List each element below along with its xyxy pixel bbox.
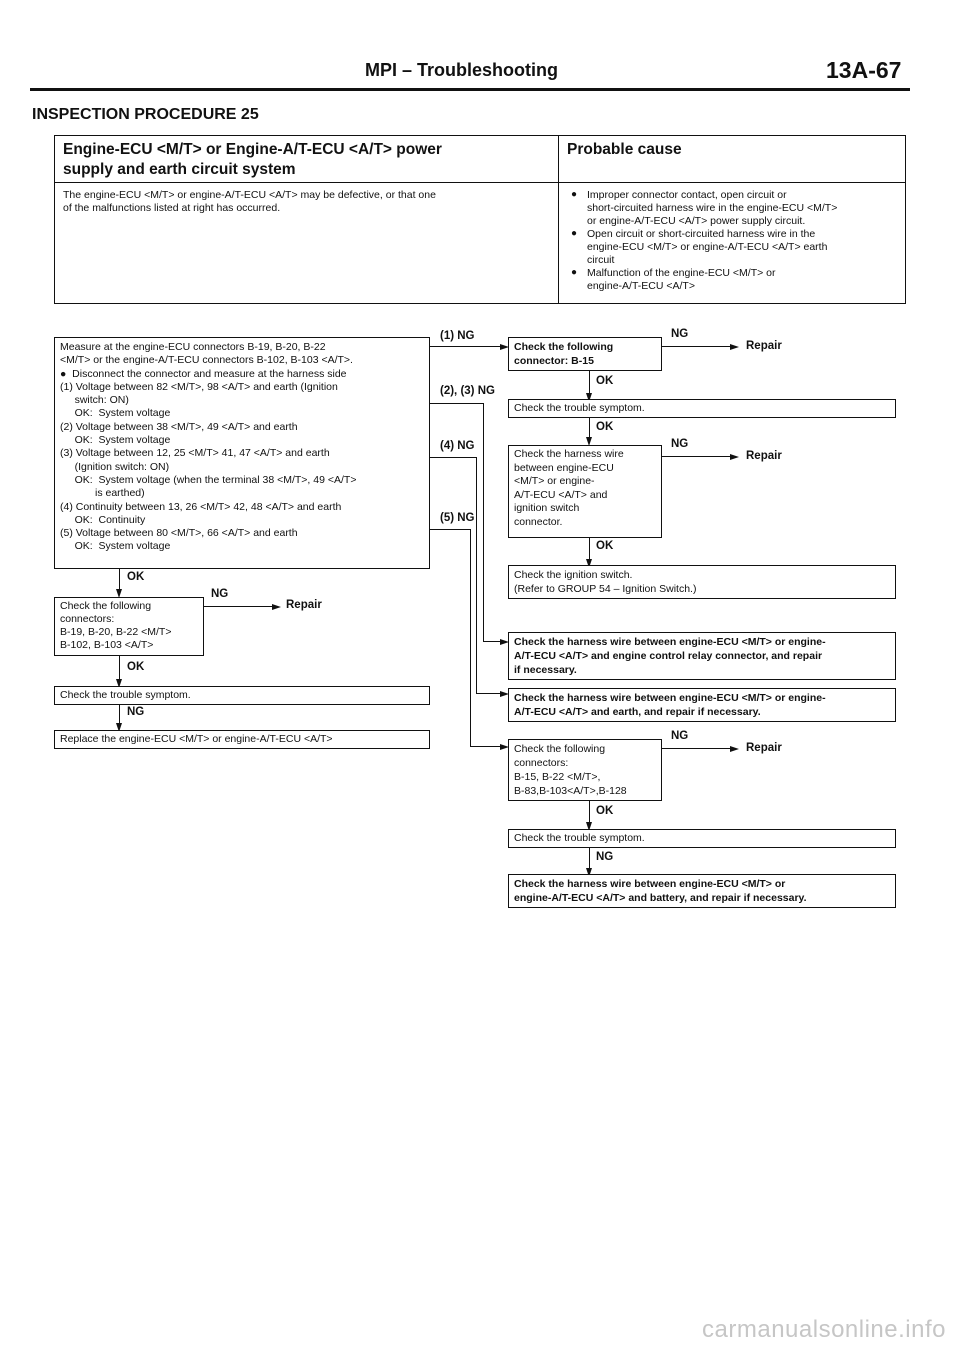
repair-label: Repair xyxy=(746,450,782,462)
branch-line xyxy=(470,746,504,747)
r4-harness-box: Check the harness wire between engine-ECU <M/T> or engine- A/T-ECU <A/T> and ignition switch connector. xyxy=(508,445,662,538)
connector-line xyxy=(119,569,120,591)
repair-label: Repair xyxy=(746,340,782,352)
summary-table xyxy=(54,135,906,304)
watermark: carmanualsonline.info xyxy=(702,1316,946,1343)
arrow-right-icon xyxy=(730,746,739,752)
branch-line xyxy=(430,403,484,404)
ng-label: NG xyxy=(671,328,689,340)
summary-title-line1: Engine-ECU <M/T> or Engine-A/T-ECU <A/T> power xyxy=(63,141,442,158)
repair-label: Repair xyxy=(746,742,782,754)
ok-label: OK xyxy=(596,540,614,552)
ng1-label: (1) NG xyxy=(440,330,475,342)
bullet-icon: ● xyxy=(571,189,578,200)
connector-line xyxy=(662,456,736,457)
bullet-icon: ● xyxy=(571,267,578,278)
branch-line xyxy=(476,457,477,694)
summary-title-line2: supply and earth circuit system xyxy=(63,161,296,178)
summary-description: The engine-ECU <M/T> or engine-A/T-ECU <A/T> may be defective, or that one of the malfunctions listed at right has occurred. xyxy=(63,189,436,214)
branch-line xyxy=(430,346,504,347)
connector-line xyxy=(662,346,736,347)
repair-label: Repair xyxy=(286,599,322,611)
ng-label: NG xyxy=(211,588,229,600)
page-section-title: MPI – Troubleshooting xyxy=(365,60,558,80)
ok-label: OK xyxy=(596,805,614,817)
ok-label: OK xyxy=(596,375,614,387)
branch-line xyxy=(470,529,471,747)
r1-trouble-box: Check the trouble symptom. xyxy=(508,399,896,418)
ng-label: NG xyxy=(127,706,145,718)
measure-box: Measure at the engine-ECU connectors B-19, B-20, B-22 <M/T> or the engine-A/T-ECU connectors B-102, B-103 <A/T>. ● Disconnect the connector and measure at the harness side (1) Voltage between 82 <M/T>, 98 <A/T> and earth (Ignition switch: ON) OK: System voltage (2) Voltage between 38 <M/T>, 49 <A/T> and earth OK: System voltage (3) Voltage between 12, 25 <M/T> 41, 47 <A/T> and earth (Ignition switch: ON) OK: System voltage (when the terminal 38 <M/T>, 49 <A/T> is earthed) (4) Continuity between 13, 26 <M/T> 42, 48 <A/T> and earth OK: Continuity (5) Voltage between 80 <M/T>, 66 <A/T> and earth OK: System voltage xyxy=(54,337,430,569)
cause-item: ● Open circuit or short-circuited harness wire in the engine-ECU <M/T> or engine-A/T-ECU <A/T> earth circuit xyxy=(571,228,828,266)
r5-check-connectors-box: Check the following connectors: B-15, B-22 <M/T>, B-83,B-103<A/T>,B-128 xyxy=(508,739,662,801)
cause-item: ● Improper connector contact, open circuit or short-circuited harness wire in the engine-ECU <M/T> or engine-A/T-ECU <A/T> power supply circuit. xyxy=(571,189,838,227)
ng-label: NG xyxy=(671,438,689,450)
arrow-right-icon xyxy=(272,604,281,610)
r5-battery-box: Check the harness wire between engine-ECU <M/T> or engine-A/T-ECU <A/T> and battery, and repair if necessary. xyxy=(508,874,896,908)
bullet-icon: ● xyxy=(571,228,578,239)
procedure-title: INSPECTION PROCEDURE 25 xyxy=(32,106,259,123)
ok-label: OK xyxy=(127,571,145,583)
table-divider xyxy=(558,136,559,304)
r5-trouble-box: Check the trouble symptom. xyxy=(508,829,896,848)
arrow-right-icon xyxy=(730,344,739,350)
cause-item: ● Malfunction of the engine-ECU <M/T> or engine-A/T-ECU <A/T> xyxy=(571,267,776,292)
header-rule xyxy=(30,88,910,91)
connector-line xyxy=(204,606,278,607)
page-number: 13A-67 xyxy=(826,57,902,83)
r4-ignition-box: Check the ignition switch. (Refer to GROUP 54 – Ignition Switch.) xyxy=(508,565,896,599)
left-replace-box: Replace the engine-ECU <M/T> or engine-A/T-ECU <A/T> xyxy=(54,730,430,749)
left-check-connectors-box: Check the following connectors: B-19, B-20, B-22 <M/T> B-102, B-103 <A/T> xyxy=(54,597,204,656)
connector-line xyxy=(662,748,736,749)
ng4-label: (4) NG xyxy=(440,440,475,452)
probable-cause-heading: Probable cause xyxy=(567,141,682,158)
r-relay-box: Check the harness wire between engine-ECU <M/T> or engine- A/T-ECU <A/T> and engine control relay connector, and repair if necessary. xyxy=(508,632,896,680)
ok-label: OK xyxy=(127,661,145,673)
branch-line xyxy=(430,457,477,458)
branch-line xyxy=(483,403,484,642)
ng-label: NG xyxy=(671,730,689,742)
ok-label: OK xyxy=(596,421,614,433)
arrow-right-icon xyxy=(730,454,739,460)
table-header-rule xyxy=(55,182,906,183)
r1-check-connector-box: Check the following connector: B-15 xyxy=(508,337,662,371)
ng5-label: (5) NG xyxy=(440,512,475,524)
cause-list xyxy=(571,189,901,293)
r-earth-box: Check the harness wire between engine-ECU <M/T> or engine- A/T-ECU <A/T> and earth, and repair if necessary. xyxy=(508,688,896,722)
branch-line xyxy=(430,529,471,530)
ng-label: NG xyxy=(596,851,614,863)
left-trouble-box: Check the trouble symptom. xyxy=(54,686,430,705)
ng23-label: (2), (3) NG xyxy=(440,385,495,397)
